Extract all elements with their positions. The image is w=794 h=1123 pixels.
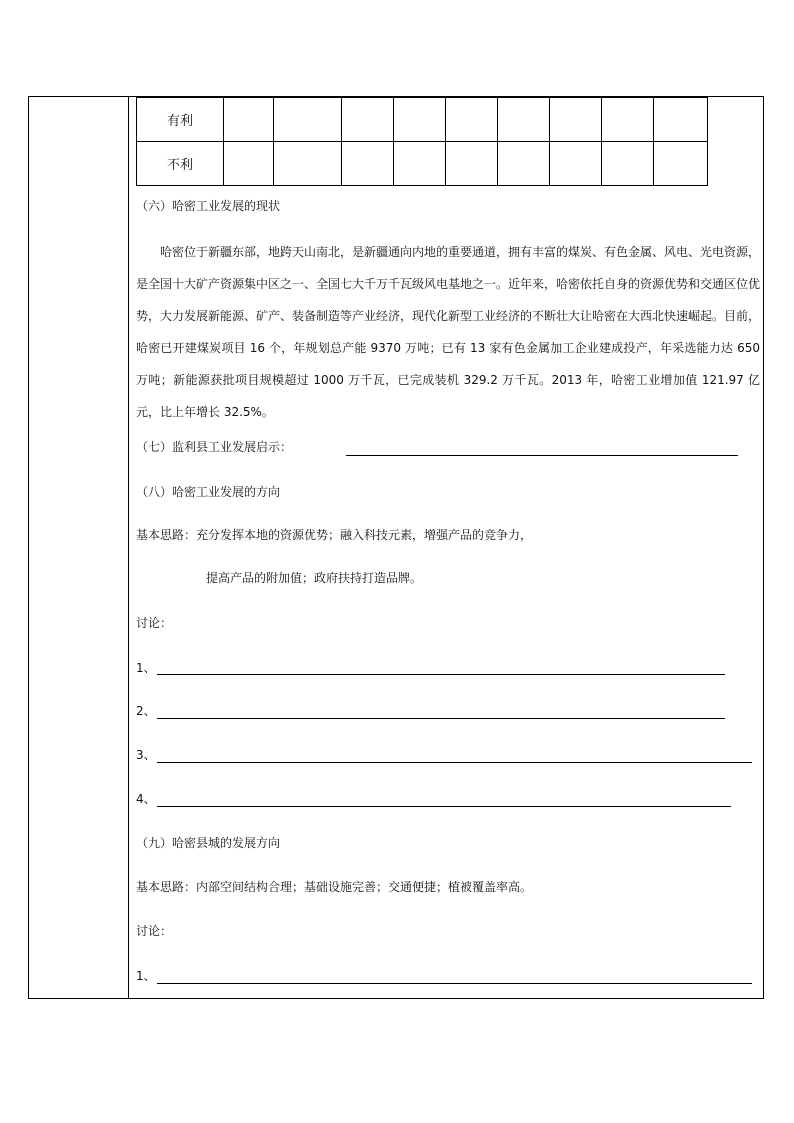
- answer-line[interactable]: [157, 762, 752, 763]
- answer-line[interactable]: [157, 806, 731, 807]
- answer-line[interactable]: [157, 983, 752, 984]
- discussion-item-number: 4、: [136, 792, 156, 806]
- answer-line[interactable]: [157, 674, 725, 675]
- discussion-item-number: 2、: [136, 704, 156, 718]
- section8-discussion-label: 讨论：: [136, 616, 173, 630]
- table-cell: [498, 98, 550, 142]
- table-cell: [654, 98, 708, 142]
- table-cell: [498, 142, 550, 186]
- discussion-item-number: 1、: [136, 661, 156, 675]
- discussion-item-number: 3、: [136, 748, 156, 762]
- section9-basic-idea: 基本思路：内部空间结构合理；基础设施完善；交通便捷；植被覆盖率高。: [136, 880, 533, 894]
- section6-heading: （六）哈密工业发展的现状: [136, 199, 281, 213]
- table-row: [137, 142, 708, 186]
- answer-line[interactable]: [346, 455, 738, 456]
- section8-heading: （八）哈密工业发展的方向: [136, 485, 281, 499]
- section9-heading: （九）哈密县城的发展方向: [136, 836, 281, 850]
- section7-heading: （七）监利县工业发展启示：: [136, 440, 293, 454]
- table-cell: [342, 98, 394, 142]
- row-label-favorable: 有利: [137, 98, 224, 142]
- table-cell: [274, 98, 342, 142]
- table-cell: [394, 98, 446, 142]
- table-cell: [342, 142, 394, 186]
- row-label-unfavorable: 不利: [137, 142, 224, 186]
- section6-paragraph: 哈密位于新疆东部，地跨天山南北，是新疆通向内地的重要通道，拥有丰富的煤炭、有色金属、风电、光电资源，是全国十大矿产资源集中区之一、全国七大千万千瓦级风电基地之一。近年来，哈密依托自身的资源优势和交通区位优势，大力发展新能源、矿产、装备制造等产业经济，现代化新型工业经济的不断壮大让哈密在大西北快速崛起。目前，哈密已开建煤炭项目 16 个，年规划总产能 9370 万吨；已有 13 家有色金属加工企业建成投产，年采选能力达 650 万吨；新能源获批项目规模超过 1000 万千瓦，已完成装机 329.2 万千瓦。2013 年，哈密工业增加值 121.97 亿元，比上年增长 32.5%。: [136, 245, 761, 419]
- table-cell: [550, 98, 602, 142]
- discussion-item-number: 1、: [136, 969, 156, 983]
- table-row: [137, 98, 708, 142]
- table-cell: [224, 142, 274, 186]
- table-cell: [394, 142, 446, 186]
- factor-table: [136, 97, 708, 186]
- section8-basic-idea-line2: 提高产品的附加值；政府扶持打造品牌。: [206, 571, 423, 585]
- answer-line[interactable]: [157, 718, 725, 719]
- table-cell: [654, 142, 708, 186]
- section9-discussion-label: 讨论：: [136, 924, 173, 938]
- table-cell: [602, 142, 654, 186]
- column-divider: [128, 96, 129, 999]
- table-cell: [602, 98, 654, 142]
- section8-basic-idea-line1: 基本思路：充分发挥本地的资源优势；融入科技元素，增强产品的竞争力，: [136, 528, 533, 542]
- page-frame: [28, 96, 764, 999]
- table-cell: [550, 142, 602, 186]
- table-cell: [274, 142, 342, 186]
- table-cell: [446, 98, 498, 142]
- table-cell: [446, 142, 498, 186]
- table-cell: [224, 98, 274, 142]
